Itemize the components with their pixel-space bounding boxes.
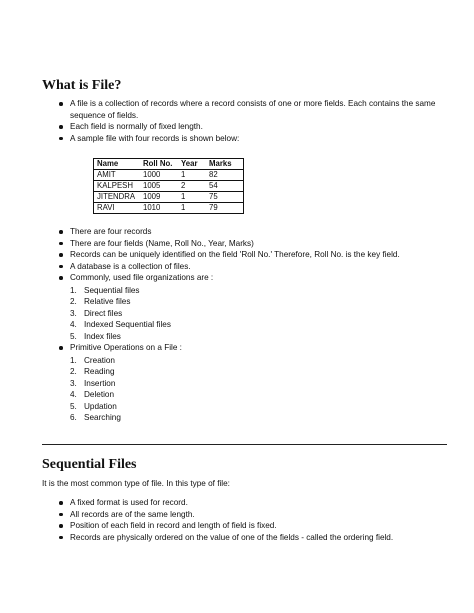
sample-records-table-wrap [93, 158, 244, 214]
list-item: 5. Updation [70, 401, 117, 411]
table-cell: 2 [178, 181, 206, 192]
table-row [94, 181, 244, 192]
bullet-icon [59, 524, 63, 528]
column-header: Marks [206, 159, 244, 170]
table-cell: 1009 [140, 192, 178, 203]
intro-bullet-list [42, 98, 442, 144]
list-item: Primitive Operations on a File : 1. Creation 2. Reading 3. Insertion 4. Deletion 5. Updation 6. Searching [42, 342, 442, 424]
table-cell: 1010 [140, 203, 178, 214]
bullet-icon [59, 137, 63, 141]
list-item: There are four fields (Name, Roll No., Year, Marks) [42, 238, 442, 250]
table-header-row [94, 159, 244, 170]
list-item: Records are physically ordered on the value of one of the fields - called the ordering field. [42, 532, 442, 544]
table-cell: 1 [178, 192, 206, 203]
table-cell: 1 [178, 170, 206, 181]
section-title-what-is-file: What is File? [42, 78, 122, 93]
list-item: 5. Index files [70, 331, 121, 341]
table-cell: 75 [206, 192, 244, 203]
table-row [94, 192, 244, 203]
bullet-icon [59, 501, 63, 505]
column-header: Name [94, 159, 141, 170]
bullet-icon [59, 230, 63, 234]
table-row [94, 203, 244, 214]
list-item: 3. Insertion [70, 378, 116, 388]
list-item: A file is a collection of records where a record consists of one or more fields. Each contains the same sequence of fields. [42, 98, 442, 121]
table-cell: RAVI [94, 203, 141, 214]
list-item: Records can be uniquely identified on the field 'Roll No.' Therefore, Roll No. is the key field. [42, 249, 442, 261]
list-item: All records are of the same length. [42, 509, 442, 521]
list-item: Each field is normally of fixed length. [42, 121, 442, 133]
list-item: 2. Relative files [70, 297, 131, 306]
bullet-icon [59, 513, 63, 517]
column-header: Year [178, 159, 206, 170]
table-cell: JITENDRA [94, 192, 141, 203]
list-item: A fixed format is used for record. [42, 497, 442, 509]
list-item: 4. Indexed Sequential files [70, 320, 171, 329]
list-item: Position of each field in record and length of field is fixed. [42, 520, 442, 532]
column-header: Roll No. [140, 159, 178, 170]
bullet-icon [59, 242, 63, 246]
sequential-files-bullet-list [42, 497, 442, 543]
table-cell: KALPESH [94, 181, 141, 192]
list-item: There are four records [42, 226, 442, 238]
bullet-icon [59, 265, 63, 269]
table-cell: 79 [206, 203, 244, 214]
bullet-icon [59, 125, 63, 129]
bullet-icon [59, 346, 63, 350]
bullet-icon [59, 536, 63, 540]
list-item: Commonly, used file organizations are : 1. Sequential files 2. Relative files 3. Direct files 4. Indexed Sequential files 5. Index files [42, 272, 442, 342]
file-organizations-list [70, 285, 442, 343]
file-facts-bullet-list [42, 226, 442, 424]
table-cell: 1005 [140, 181, 178, 192]
section-title-sequential-files: Sequential Files [42, 457, 137, 472]
sequential-files-intro: It is the most common type of file. In this type of file: [42, 479, 230, 488]
list-item: A database is a collection of files. [42, 261, 442, 273]
primitive-operations-list [70, 355, 442, 424]
bullet-icon [59, 102, 63, 106]
table-cell: AMIT [94, 170, 141, 181]
list-item: A sample file with four records is shown below: [42, 133, 442, 145]
table-cell: 82 [206, 170, 244, 181]
table-cell: 1 [178, 203, 206, 214]
list-item: 3. Direct files [70, 308, 123, 318]
section-divider [42, 444, 447, 445]
list-item: 4. Deletion [70, 390, 115, 399]
table-cell: 1000 [140, 170, 178, 181]
table-cell: 54 [206, 181, 244, 192]
sample-records-table [93, 158, 244, 214]
list-item: 1. Sequential files [70, 285, 140, 295]
bullet-icon [59, 253, 63, 257]
list-item: 2. Reading [70, 367, 115, 376]
list-item: 1. Creation [70, 355, 115, 365]
bullet-icon [59, 276, 63, 280]
list-item: 6. Searching [70, 413, 121, 422]
table-row [94, 170, 244, 181]
